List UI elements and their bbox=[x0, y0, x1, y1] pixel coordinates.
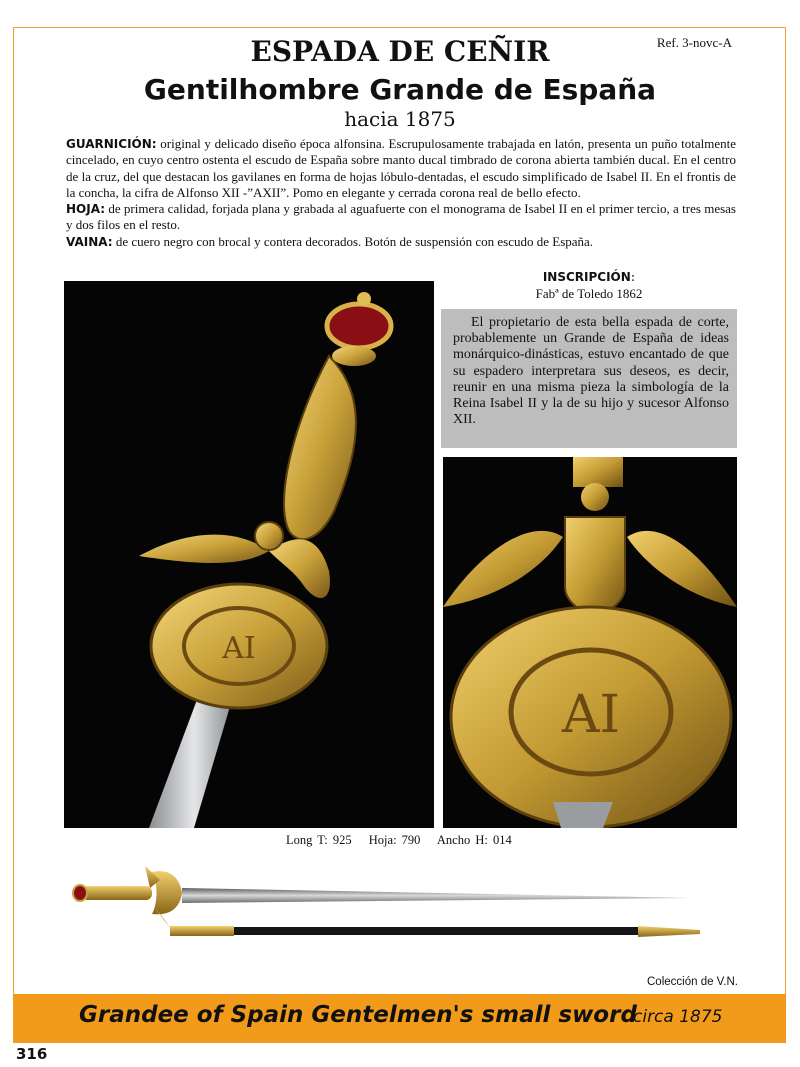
banner-title: Grandee of Spain Gentelmen's small sword bbox=[79, 1002, 637, 1028]
sword-and-scabbard-illustration bbox=[70, 858, 710, 946]
hilt-photo bbox=[64, 281, 434, 828]
page-number: 316 bbox=[16, 1045, 48, 1063]
hoja-label: HOJA: bbox=[66, 202, 106, 217]
hoja-text: de primera calidad, forjada plana y grabada al aguafuerte con el monograma de Isabel II en el primer tercio, a tres mesas y dos filos en el resto. bbox=[66, 201, 736, 233]
guarnicion-label: GUARNICIÓN: bbox=[66, 137, 157, 151]
vaina-paragraph bbox=[66, 234, 736, 250]
vaina-label: VAINA: bbox=[66, 234, 113, 249]
hoja-paragraph bbox=[66, 201, 736, 234]
measure-width: Ancho H: 014 bbox=[436, 833, 512, 847]
page-title: ESPADA DE CEÑIR bbox=[250, 35, 550, 68]
description-block bbox=[66, 136, 736, 250]
inscription-text: Fabª de Toledo 1862 bbox=[535, 286, 643, 301]
note-box: El propietario de esta bella espada de corte, probablemente un Grande de España de ideas monárquico-dinásticas, estuvo encantado de que su espadero interpretara sus deseos, es decir, reunir en una misma pieza la simbología de la Reina Isabel II y la de su hijo y sucesor Alfonso XII. bbox=[441, 309, 737, 448]
date-line: hacia 1875 bbox=[344, 107, 456, 131]
inscription-heading: INSCRIPCIÓN bbox=[542, 270, 631, 284]
guarnicion-paragraph bbox=[66, 136, 736, 201]
banner-date: circa 1875 bbox=[633, 1007, 723, 1027]
guard-detail-illustration bbox=[443, 457, 737, 828]
inscription-label bbox=[444, 270, 734, 285]
guard-detail-photo bbox=[443, 457, 737, 828]
measure-blade: Hoja: 790 bbox=[368, 833, 421, 847]
footer-banner bbox=[13, 994, 786, 1043]
page-subtitle: Gentilhombre Grande de España bbox=[143, 73, 657, 106]
svg-text:AI: AI bbox=[561, 685, 621, 745]
reference-code: Ref. 3-novc-A bbox=[656, 35, 732, 50]
measure-length: Long T: 925 bbox=[286, 833, 352, 847]
guarnicion-text: original y delicado diseño época alfonsina. Escrupulosamente trabajada en latón, presenta un puño totalmente cincelado, en cuyo centro ostenta el escudo de España sobre manto ducal timbrado de corona abierta también ducal. En el centro de la cruz, del que destacan los gavilanes en forma de hojas lóbulo-dentadas, el escudo simplificado de Isabel II. En el frontis de la concha, la cifra de Alfonso XII -”AXII”. Pomo en elegante y cerrada corona real de bello efecto. bbox=[66, 136, 736, 200]
inscription-colon: : bbox=[630, 270, 636, 285]
hilt-illustration bbox=[64, 281, 434, 828]
svg-text:AI: AI bbox=[222, 631, 256, 666]
measurements bbox=[286, 833, 524, 848]
collection-credit: Colección de V.N. bbox=[647, 976, 738, 988]
vaina-text: de cuero negro con brocal y contera decorados. Botón de suspensión con escudo de España. bbox=[112, 233, 594, 249]
